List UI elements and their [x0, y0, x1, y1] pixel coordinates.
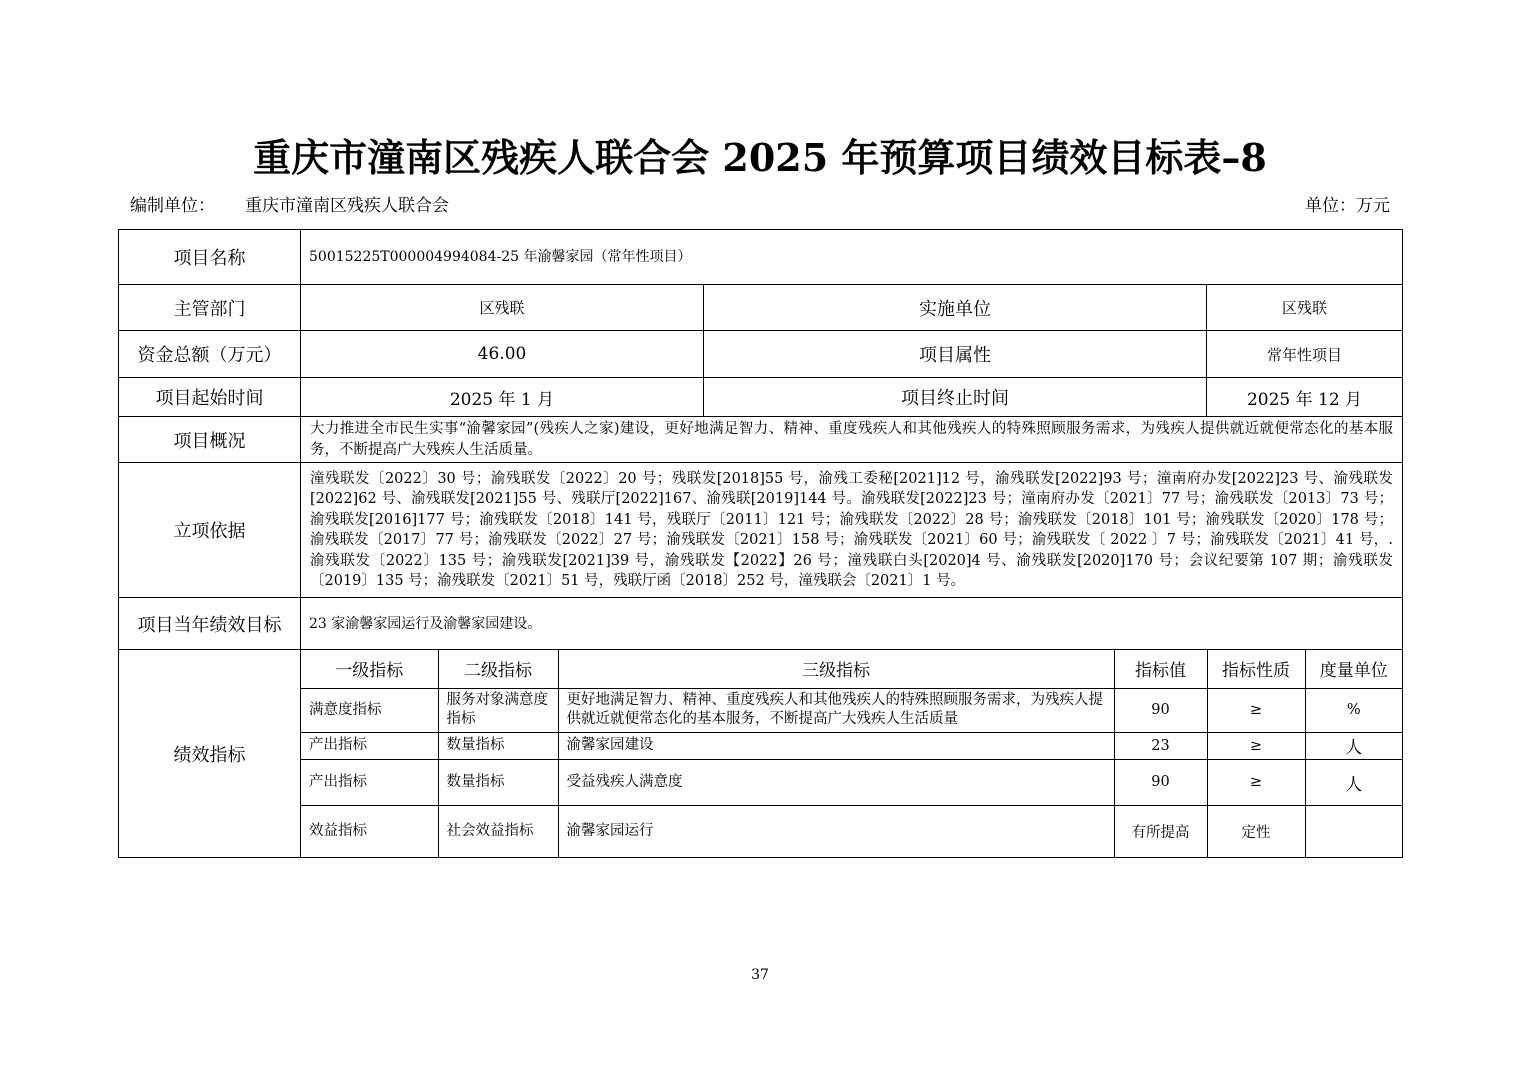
attr-label: 项目属性 [704, 331, 1207, 378]
document-title: 重庆市潼南区残疾人联合会 2025 年预算项目绩效目标表–8 [253, 135, 1267, 180]
dept-value: 区残联 [301, 285, 704, 331]
indicator-table [301, 650, 1402, 857]
indicator-nature: 定性 [1207, 805, 1305, 857]
basis-value: 潼残联发〔2022〕30 号；渝残联发〔2022〕20 号；残联发[2018]55 号，渝残工委秘[2021]12 号，渝残联发[2022]93 号；潼南府办发[2022]23 号、渝残联发[2022]62 号、渝残联发[2021]55 号、残联厅[2022]167、渝残联[2019]144 号。渝残联发[2022]23 号；潼南府办发〔2021〕77 号；渝残联发〔2013〕73 号；渝残联发[2016]177 号；渝残联发〔2018〕141 号，残联厅〔2011〕121 号；渝残联发〔2022〕28 号；渝残联发〔2018〕101 号；渝残联发〔2020〕178 号；渝残联发〔2017〕77 号；渝残联发〔2022〕27 号；渝残联发〔2021〕158 号；渝残联发〔2021〕60 号；渝残联发〔 2022 〕7 号；渝残联发〔2021〕41 号，.渝残联发〔2022〕135 号；渝残联发[2021]39 号，渝残联发【2022】26 号；潼残联白头[2020]4 号、渝残联发[2020]170 号；会议纪要第 107 期；渝残联发〔2019〕135 号；渝残联发〔2021〕51 号，残联厅函〔2018〕252 号，潼残联会〔2021〕1 号。 [301, 463, 1403, 598]
indicator-nature: ≥ [1207, 759, 1305, 805]
indicator-l3: 受益残疾人满意度 [558, 759, 1114, 805]
end-value: 2025 年 12 月 [1207, 378, 1403, 417]
overview-value: 大力推进全市民生实事“渝馨家园”(残疾人之家)建设，更好地满足智力、精神、重度残疾人和其他残疾人的特殊照顾服务需求，为残疾人提供就近就便常态化的基本服务，不断提高广大残疾人生活质量。 [301, 417, 1403, 463]
header-l2: 二级指标 [438, 650, 558, 688]
indicator-l2: 服务对象满意度指标 [438, 688, 558, 732]
row-overview [119, 417, 1403, 463]
indicator-cell [301, 650, 1403, 858]
goal-label: 项目当年绩效目标 [119, 598, 301, 650]
org-info [130, 195, 449, 217]
indicator-value: 90 [1114, 759, 1207, 805]
project-name-label: 项目名称 [119, 230, 301, 285]
fund-label: 资金总额（万元） [119, 331, 301, 378]
indicator-row [301, 805, 1402, 857]
indicator-unit: 人 [1305, 759, 1402, 805]
row-project-name [119, 230, 1403, 285]
header-unit: 度量单位 [1305, 650, 1402, 688]
indicator-row [301, 732, 1402, 759]
row-basis [119, 463, 1403, 598]
start-value: 2025 年 1 月 [301, 378, 704, 417]
unit-label: 单位：万元 [1305, 196, 1390, 216]
row-time [119, 378, 1403, 417]
indicator-nature: ≥ [1207, 732, 1305, 759]
overview-label: 项目概况 [119, 417, 301, 463]
indicator-row [301, 688, 1402, 732]
row-performance [119, 650, 1403, 858]
goal-value: 23 家渝馨家园运行及渝馨家园建设。 [301, 598, 1403, 650]
row-dept [119, 285, 1403, 331]
indicator-l2: 数量指标 [438, 732, 558, 759]
indicator-value: 90 [1114, 688, 1207, 732]
org-label: 编制单位： [130, 196, 215, 216]
indicator-l3: 渝馨家园运行 [558, 805, 1114, 857]
indicator-row [301, 759, 1402, 805]
indicator-l1: 效益指标 [301, 805, 438, 857]
impl-label: 实施单位 [704, 285, 1207, 331]
indicator-l1: 产出指标 [301, 759, 438, 805]
indicator-unit: % [1305, 688, 1402, 732]
indicator-l2: 数量指标 [438, 759, 558, 805]
attr-value: 常年性项目 [1207, 331, 1403, 378]
basis-label: 立项依据 [119, 463, 301, 598]
indicator-l2: 社会效益指标 [438, 805, 558, 857]
indicator-value: 有所提高 [1114, 805, 1207, 857]
page-number: 37 [751, 967, 769, 983]
indicator-l1: 满意度指标 [301, 688, 438, 732]
indicator-unit [1305, 805, 1402, 857]
indicator-unit: 人 [1305, 732, 1402, 759]
org-value: 重庆市潼南区残疾人联合会 [245, 196, 449, 216]
indicator-l1: 产出指标 [301, 732, 438, 759]
indicator-nature: ≥ [1207, 688, 1305, 732]
row-fund [119, 331, 1403, 378]
project-name-value: 50015225T000004994084-25 年渝馨家园（常年性项目） [301, 230, 1403, 285]
header-value: 指标值 [1114, 650, 1207, 688]
header-l1: 一级指标 [301, 650, 438, 688]
impl-value: 区残联 [1207, 285, 1403, 331]
end-label: 项目终止时间 [704, 378, 1207, 417]
indicator-value: 23 [1114, 732, 1207, 759]
perf-label: 绩效指标 [119, 650, 301, 858]
indicator-l3: 渝馨家园建设 [558, 732, 1114, 759]
performance-table [118, 229, 1403, 858]
fund-value: 46.00 [301, 331, 704, 378]
start-label: 项目起始时间 [119, 378, 301, 417]
indicator-header-row [301, 650, 1402, 688]
header-l3: 三级指标 [558, 650, 1114, 688]
dept-label: 主管部门 [119, 285, 301, 331]
header-nature: 指标性质 [1207, 650, 1305, 688]
row-goal [119, 598, 1403, 650]
indicator-l3: 更好地满足智力、精神、重度残疾人和其他残疾人的特殊照顾服务需求，为残疾人提供就近就便常态化的基本服务，不断提高广大残疾人生活质量 [558, 688, 1114, 732]
